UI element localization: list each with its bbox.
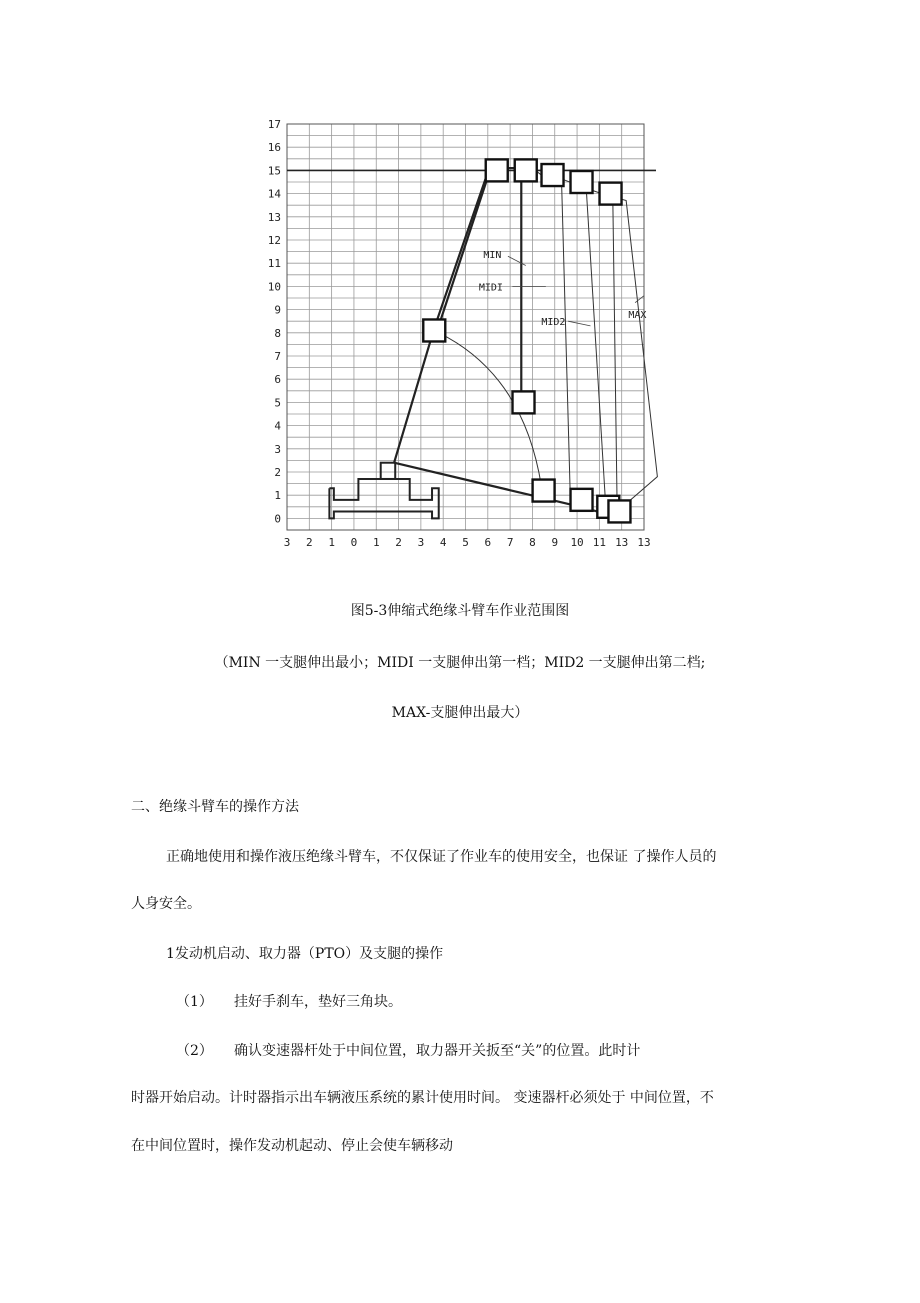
y-tick-label: 6 (274, 373, 281, 387)
working-range-chart (262, 112, 662, 552)
y-tick-label: 12 (267, 234, 281, 247)
y-tick-label: 14 (267, 187, 281, 201)
bucket-square (513, 391, 535, 413)
subsection-title: 1发动机启动、取力器（PTO）及支腿的操作 (166, 946, 444, 962)
x-tick-label: 13 (637, 536, 651, 549)
y-tick-label: 7 (274, 350, 281, 363)
x-tick-label: 13 (615, 536, 629, 549)
step-2-line3: 在中间位置时，操作发动机起动、停止会使车辆移动 (131, 1138, 453, 1154)
y-tick-label: 11 (267, 257, 281, 271)
bucket-square (608, 500, 630, 522)
y-tick-label: 8 (274, 326, 281, 340)
series-leader (508, 256, 526, 265)
turntable (381, 463, 396, 479)
x-tick-label: 6 (484, 536, 492, 549)
max-envelope (532, 168, 657, 511)
x-tick-label: 5 (462, 536, 469, 549)
y-tick-label: 2 (274, 466, 281, 479)
truck-outline-icon (329, 463, 438, 519)
x-tick-label: 2 (395, 536, 402, 549)
step-1-text: 挂好手刹车，垫好三角块。 (234, 994, 402, 1010)
x-tick-label: 7 (506, 536, 514, 549)
bucket-square (486, 159, 508, 181)
bucket-square (571, 489, 593, 511)
x-tick-label: 11 (592, 536, 606, 549)
y-tick-label: 0 (274, 512, 281, 526)
x-tick-label: 8 (529, 536, 536, 549)
y-tick-labels (268, 118, 282, 525)
max-inner-edge (613, 196, 617, 514)
step-2-number: （2） (176, 1043, 213, 1059)
x-tick-label: 1 (372, 536, 380, 549)
step-2-line2: 时器开始启动。计时器指示出车辆液压系统的累计使用时间。 变速器杆必须处于 中间位置，不 (131, 1090, 714, 1106)
y-tick-label: 13 (267, 210, 281, 224)
y-tick-label: 4 (274, 419, 281, 433)
intro-paragraph-line2: 人身安全。 (131, 896, 201, 912)
truck-body (329, 479, 438, 518)
legend-note-line2: MAX-支腿伸出最大） (391, 705, 529, 721)
x-tick-labels (284, 536, 651, 549)
section-title: 二、绝缘斗臂车的操作方法 (131, 799, 299, 815)
x-tick-label: 2 (306, 536, 313, 549)
bucket-square (423, 319, 445, 341)
step-2-text: 确认变速器杆处于中间位置，取力器开关扳至“关”的位置。此时计 (234, 1043, 641, 1059)
bucket-square (542, 164, 564, 186)
bucket-square (533, 480, 555, 502)
y-tick-label: 1 (274, 489, 281, 503)
step-1 (176, 991, 402, 1011)
x-tick-label: 4 (439, 536, 447, 549)
x-tick-label: 0 (350, 536, 358, 549)
y-tick-label: 17 (267, 118, 281, 131)
y-tick-label: 3 (274, 442, 281, 456)
x-tick-label: 1 (328, 536, 335, 549)
series-label-min: MIN (483, 249, 502, 261)
bucket-square (571, 171, 593, 193)
bucket-square (515, 159, 537, 181)
x-tick-label: 3 (417, 536, 425, 549)
series-label-max: MAX (628, 310, 647, 322)
intro-paragraph-line1: 正确地使用和操作液压绝缘斗臂车，不仅保证了作业车的使用安全，也保证 了操作人员的 (166, 849, 717, 865)
y-tick-label: 16 (267, 141, 281, 155)
series-leader (635, 296, 644, 303)
mid2-envelope-edge (561, 177, 570, 499)
mid2-inner-edge (586, 184, 606, 511)
x-tick-label: 10 (570, 536, 584, 549)
series-leader-lines (508, 256, 647, 329)
x-tick-label: 9 (551, 536, 559, 549)
step-2 (176, 1040, 640, 1060)
bucket-square (600, 183, 622, 205)
series-label-mid2: MID2 (541, 317, 566, 329)
series-leader (568, 321, 590, 326)
legend-note-line1: （MIN 一支腿伸出最小；MIDI 一支腿伸出第一档；MID2 一支腿伸出第二档; (214, 655, 706, 671)
y-tick-label: 10 (267, 280, 281, 294)
figure-caption: 图5-3伸缩式绝缘斗臂车作业范围图 (350, 603, 570, 619)
step-1-number: （1） (176, 994, 213, 1010)
x-tick-label: 3 (283, 536, 291, 549)
series-label-midi: MIDI (478, 282, 503, 294)
y-tick-label: 15 (267, 164, 281, 178)
y-tick-label: 5 (274, 396, 281, 410)
y-tick-label: 9 (274, 303, 281, 317)
